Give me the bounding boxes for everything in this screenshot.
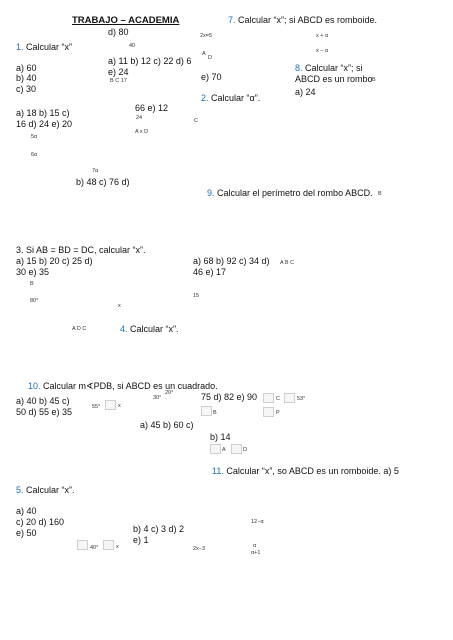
problem-1-heading [16,42,72,53]
problem-number: 11. [212,466,224,476]
figure-box [263,393,274,403]
option-text: b) 40 [16,73,37,83]
figure-label: P [276,410,280,416]
problem-4-heading [120,324,179,335]
option-text: a) 18 b) 15 c) [16,108,70,118]
option-text: c) 30 [16,84,37,94]
problem-number: 9. [207,188,215,198]
figure-label: 24 [136,115,143,121]
problem-9-heading [207,188,373,199]
problem-number: 5. [16,485,24,495]
figure-label: A x D [135,129,149,135]
problem-text: Calcular “x”; si ABCD es romboide. [235,15,378,25]
problem-text: 3. Si AB = BD = DC, calcular “x”. [16,245,146,255]
problem-text: Calcular “α”. [208,93,261,103]
option-text: 75 d) 82 e) 90 [201,392,258,402]
figure-label: 40° [90,545,99,551]
option-text: e) 24 [108,67,129,77]
option-text: 46 e) 17 [193,267,227,277]
option-text: e) 50 [16,528,37,538]
option-text: a) 40 [16,506,37,516]
problem-number: 8. [295,63,303,73]
figure-label: x [118,403,121,409]
problem-text: Calcular “x” [23,42,73,52]
option-text: 66 e) 12 [135,103,169,113]
option-text: d) 80 [108,27,129,37]
option-text: b) 48 c) 76 d) [76,177,130,187]
figure-box [103,540,114,550]
option-text: c) 20 d) 160 [16,517,65,527]
option-text: a) 11 b) 12 c) 22 d) 6 [108,56,192,66]
option-text: a) 60 [16,63,37,73]
figure-label: D [243,447,247,453]
figure-label: 7α [92,168,99,174]
problem-2-heading [201,93,260,104]
figure-label: 40 [129,43,136,49]
option-text: e) 70 [201,72,222,82]
option-text: a) 24 [295,87,316,97]
figure-label: 2x=5 [200,33,213,39]
figure-label: α+1 [251,550,261,556]
figure-label: 12−α [251,519,264,525]
figure-label: 30° [153,395,162,401]
figure-label: x [118,303,121,309]
figure-label: C [194,118,198,124]
option-text: 30 e) 35 [16,267,50,277]
figure-label: α [253,543,257,549]
figure-box [105,400,116,410]
figure-label: x + α [316,33,329,39]
figure-label: B [378,191,382,197]
option-text: 16 d) 24 e) 20 [16,119,73,129]
figure-label: 15 [193,293,200,299]
figure-label: C [276,396,280,402]
problem-text: Calcular “x”. [127,324,179,334]
figure-label: B [372,77,376,83]
figure-box [284,393,295,403]
figure-label: 53° [297,396,306,402]
figure-label: x − α [316,48,329,54]
figure-label: 2x−3 [193,546,206,552]
figure-label: A B C [280,260,295,266]
problem-11-heading [212,466,399,477]
problem-number: 7. [228,15,236,25]
problem-number: 2. [201,93,209,103]
problem-text: Calcular “x”. [23,485,75,495]
figure-box [77,540,88,550]
figure-label: A D C [72,326,87,332]
figure-label: 55° [92,404,101,410]
figure-label: D [208,55,212,61]
problem-number: 4. [120,324,128,334]
problem-5-heading [16,485,75,496]
option-text: a) 40 b) 45 c) [16,396,70,406]
figure-label: 80° [30,298,39,304]
option-text: b) 4 c) 3 d) 2 [133,524,185,534]
problem-number: 10. [28,381,41,391]
figure-box [201,406,212,416]
figure-box [231,444,242,454]
problem-number: 1. [16,42,24,52]
problem-text: ABCD es un rombo [295,74,373,84]
option-text: b) 14 [210,432,231,442]
figure-label: x [116,544,119,550]
figure-label: B [213,410,217,416]
figure-label: 20° [165,390,174,396]
problem-text: Calcular “x”, so ABCD es un romboide. a) 5 [223,466,399,476]
page-title: TRABAJO – ACADEMIA [72,15,180,26]
figure-box [210,444,221,454]
figure-label: 5α [31,134,38,140]
problem-text: Calcular “x”; si [302,63,363,73]
option-text: a) 15 b) 20 c) 25 d) [16,256,93,266]
problem-text: Calcular m∢PDB, si ABCD es un cuadrado. [40,381,218,391]
figure-label: A [202,51,206,57]
problem-10-heading [28,381,218,392]
problem-text: Calcular el perímetro del rombo ABCD. [214,188,373,198]
option-text: 50 d) 55 e) 35 [16,407,73,417]
option-text: e) 1 [133,535,149,545]
figure-label: B [30,281,34,287]
figure-label: A [222,447,226,453]
figure-label: 6α [31,152,38,158]
option-text: a) 45 b) 60 c) [140,420,194,430]
problem-7-heading [228,15,377,26]
problem-8-heading [295,63,363,74]
option-text: a) 68 b) 92 c) 34 d) [193,256,270,266]
figure-label: B C 17 [110,78,127,84]
figure-box [263,407,274,417]
